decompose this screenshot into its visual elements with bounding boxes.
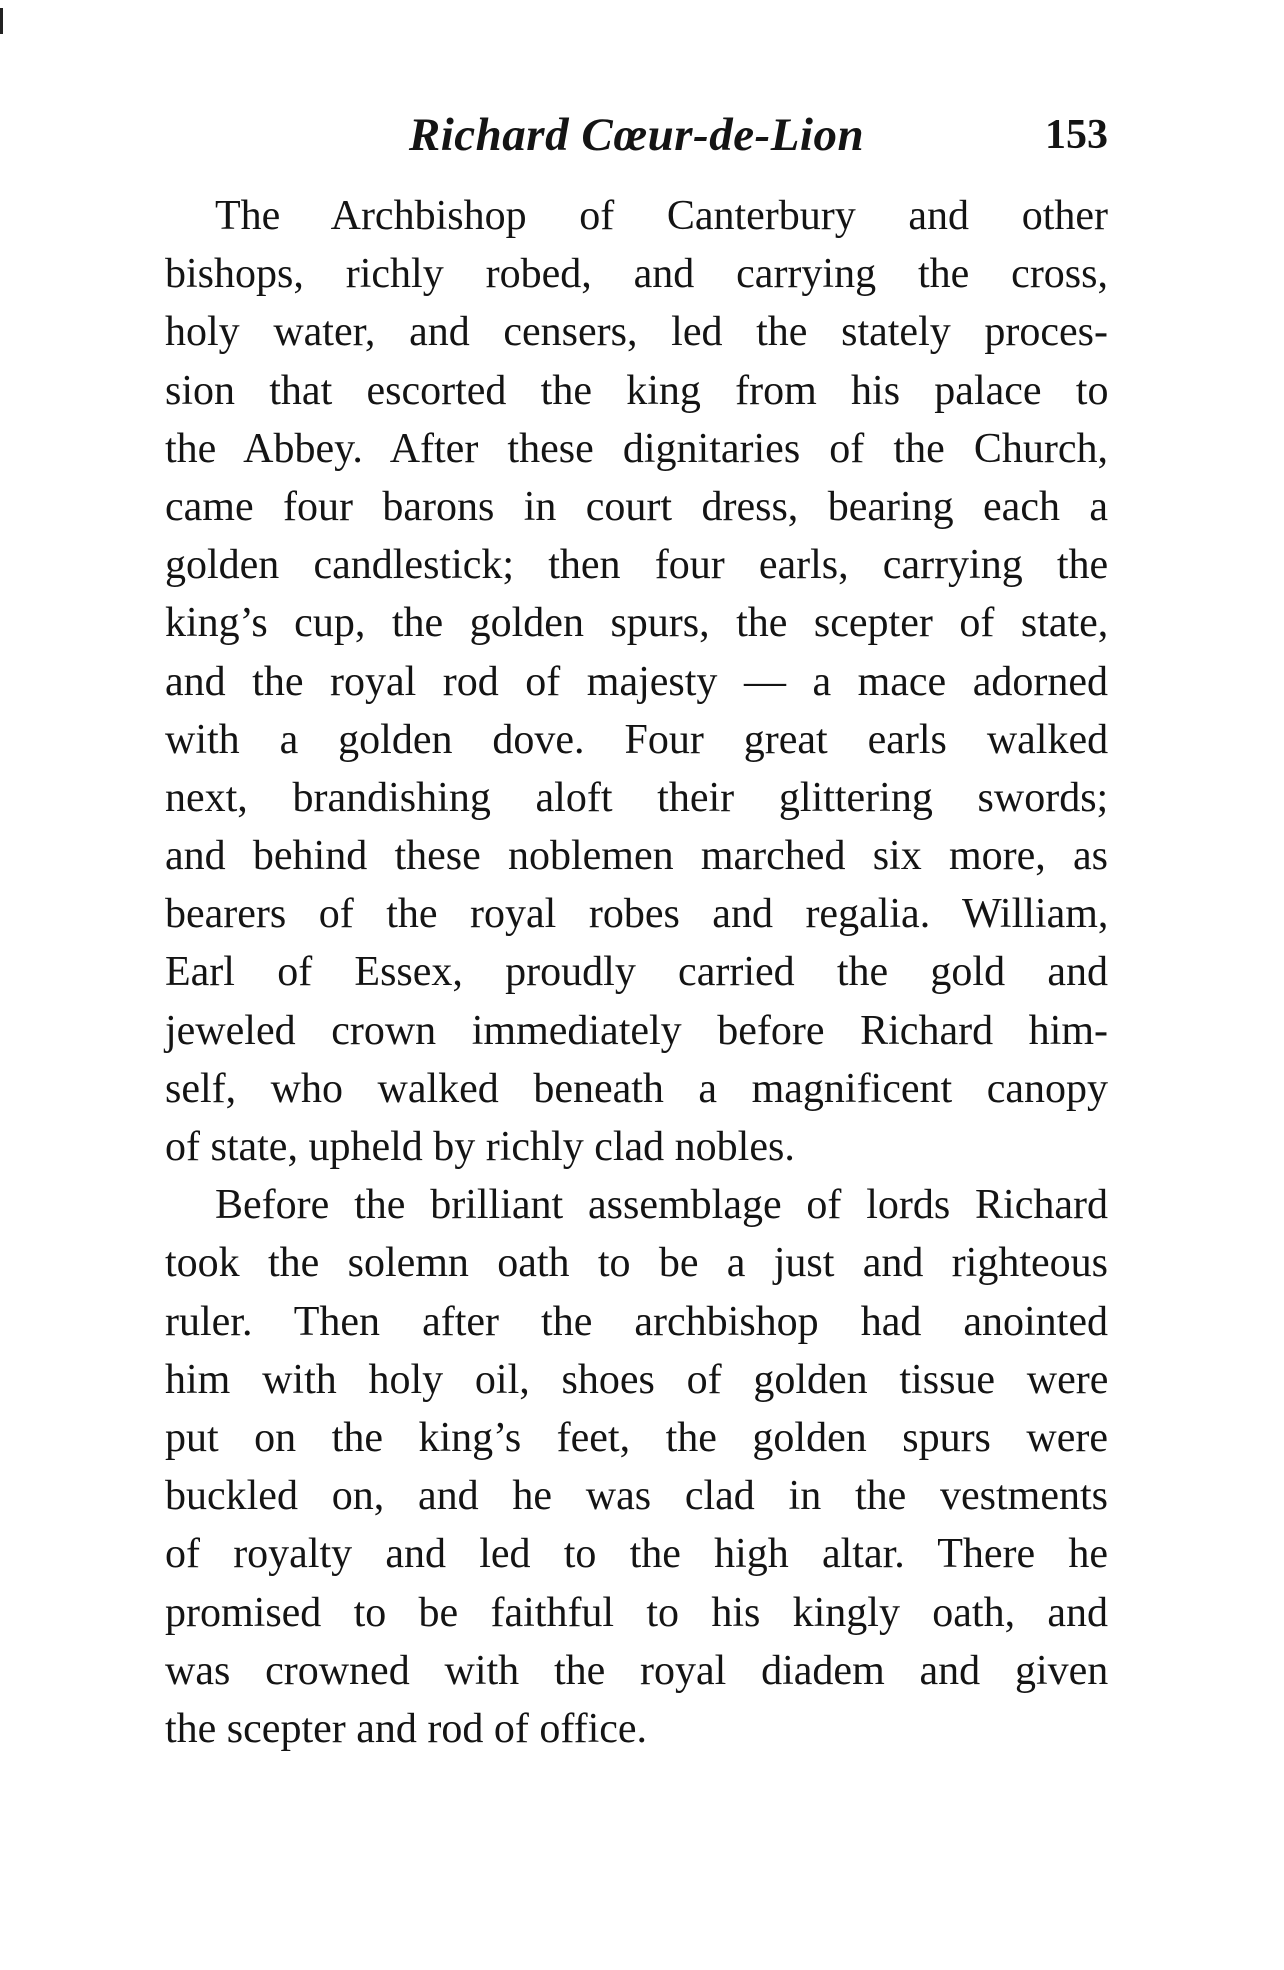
text-line: the Abbey. After these dignitaries of the Church, <box>165 425 1108 472</box>
page-number: 153 <box>1045 112 1108 158</box>
body-text <box>165 187 1108 1758</box>
text-line: self, who walked beneath a magnificent canopy <box>165 1065 1108 1112</box>
page-edge-mark <box>0 8 3 34</box>
text-line: ruler. Then after the archbishop had anointed <box>165 1298 1108 1345</box>
paragraph-2 <box>165 1176 1108 1758</box>
text-line: bearers of the royal robes and regalia. William, <box>165 891 1109 938</box>
text-line: promised to be faithful to his kingly oath, and <box>165 1589 1108 1636</box>
text-line: with a golden dove. Four great earls walked <box>165 716 1109 763</box>
paragraph-1 <box>165 187 1108 1176</box>
text-line: put on the king’s feet, the golden spurs were <box>165 1414 1108 1461</box>
text-line: jeweled crown immediately before Richard him- <box>165 1007 1108 1054</box>
text-line: came four barons in court dress, bearing each a <box>165 483 1108 530</box>
text-line: was crowned with the royal diadem and given <box>165 1647 1109 1694</box>
text-line: of state, upheld by richly clad nobles. <box>165 1124 795 1170</box>
text-line: buckled on, and he was clad in the vestments <box>165 1473 1108 1520</box>
text-line: golden candlestick; then four earls, carrying the <box>165 542 1109 589</box>
text-line: him with holy oil, shoes of golden tissue were <box>165 1356 1109 1403</box>
text-line: bishops, richly robed, and carrying the cross, <box>165 251 1108 298</box>
text-line: of royalty and led to the high altar. There he <box>165 1531 1108 1578</box>
text-line: the scepter and rod of office. <box>165 1705 648 1752</box>
text-line: Before the brilliant assemblage of lords Richard <box>215 1182 1108 1229</box>
text-line: and behind these noblemen marched six more, as <box>165 833 1108 880</box>
text-line: Earl of Essex, proudly carried the gold and <box>165 949 1108 996</box>
text-line: The Archbishop of Canterbury and other <box>215 193 1108 239</box>
text-line: king’s cup, the golden spurs, the scepter of state, <box>165 600 1109 647</box>
text-line: took the solemn oath to be a just and righteous <box>165 1240 1108 1287</box>
running-head <box>165 100 1108 170</box>
text-line: holy water, and censers, led the stately proces- <box>165 309 1108 356</box>
text-line: next, brandishing aloft their glittering swords; <box>165 774 1109 821</box>
text-line: and the royal rod of majesty — a mace adorned <box>165 658 1108 705</box>
text-line: sion that escorted the king from his palace to <box>165 367 1109 414</box>
running-title: Richard Cœur-de-Lion <box>408 109 865 161</box>
